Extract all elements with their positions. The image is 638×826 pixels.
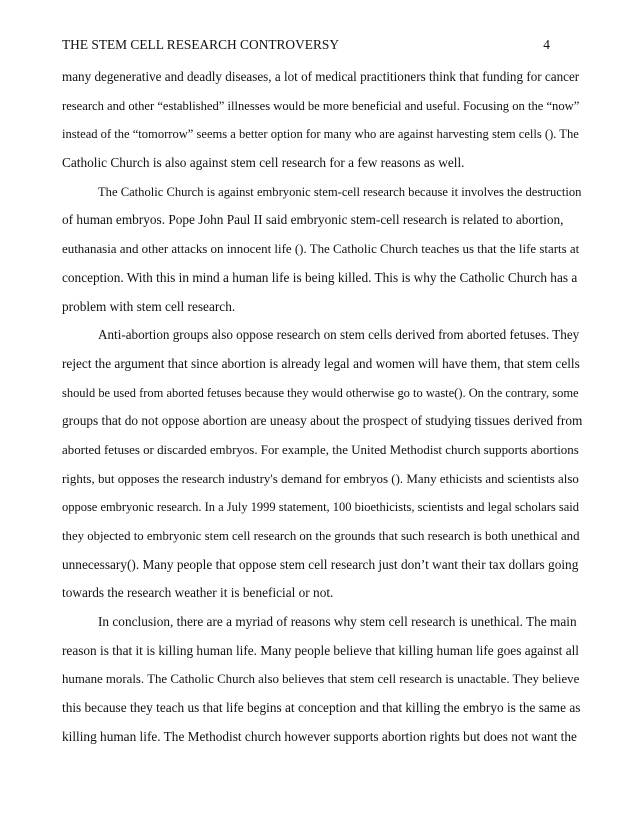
text-line: killing human life. The Methodist church however supports abortion rights but does not want the [62, 728, 577, 744]
text-line: groups that do not oppose abortion are uneasy about the prospect of studying tissues derived from [62, 413, 583, 429]
text-line: In conclusion, there are a myriad of reasons why stem cell research is unethical. The main [98, 614, 577, 630]
text-line: oppose embryonic research. In a July 1999 statement, 100 bioethicists, scientists and legal scholars said [62, 500, 579, 515]
text-line: rights, but opposes the research industry's demand for embryos (). Many ethicists and scientists also [62, 470, 579, 486]
running-head [62, 36, 550, 54]
text-line: Catholic Church is also against stem cell research for a few reasons as well. [62, 155, 465, 171]
text-line: research and other “established” illnesses would be more beneficial and useful. Focusing on the “now” [62, 98, 580, 113]
text-line: euthanasia and other attacks on innocent life (). The Catholic Church teaches us that the life starts at [62, 241, 580, 257]
text-line: conception. With this in mind a human life is being killed. This is why the Catholic Church has a [62, 269, 578, 285]
text-line: Anti-abortion groups also oppose research on stem cells derived from aborted fetuses. They [98, 327, 580, 343]
text-line: aborted fetuses or discarded embryos. For example, the United Methodist church supports abortions [62, 441, 579, 457]
text-line: of human embryos. Pope John Paul II said embryonic stem-cell research is related to abortion, [62, 212, 564, 228]
page-number: 4 [543, 37, 550, 52]
text-line: this because they teach us that life begins at conception and that killing the embryo is the same as [62, 700, 581, 716]
text-line: many degenerative and deadly diseases, a lot of medical practitioners think that funding for cancer [62, 69, 580, 84]
text-line: instead of the “tomorrow” seems a better option for many who are against harvesting stem cells (). The [62, 127, 579, 142]
text-line: reason is that it is killing human life. Many people believe that killing human life goes against all [62, 642, 579, 658]
running-head-title: THE STEM CELL RESEARCH CONTROVERSY [62, 37, 339, 52]
body-text [62, 63, 582, 752]
text-line: problem with stem cell research. [62, 298, 236, 314]
text-line: The Catholic Church is against embryonic stem-cell research because it involves the destruction [98, 184, 582, 199]
text-line: unnecessary(). Many people that oppose stem cell research just don’t want their tax dollars going [62, 556, 579, 572]
text-line: reject the argument that since abortion is already legal and women will have them, that stem cells [62, 355, 580, 371]
text-line: towards the research weather it is beneficial or not. [62, 585, 334, 601]
text-line: they objected to embryonic stem cell research on the grounds that such research is both unethical and [62, 529, 580, 543]
text-line: humane morals. The Catholic Church also believes that stem cell research is unactable. They believe [62, 672, 580, 687]
text-line: should be used from aborted fetuses because they would otherwise go to waste(). On the contrary, some [62, 385, 579, 400]
